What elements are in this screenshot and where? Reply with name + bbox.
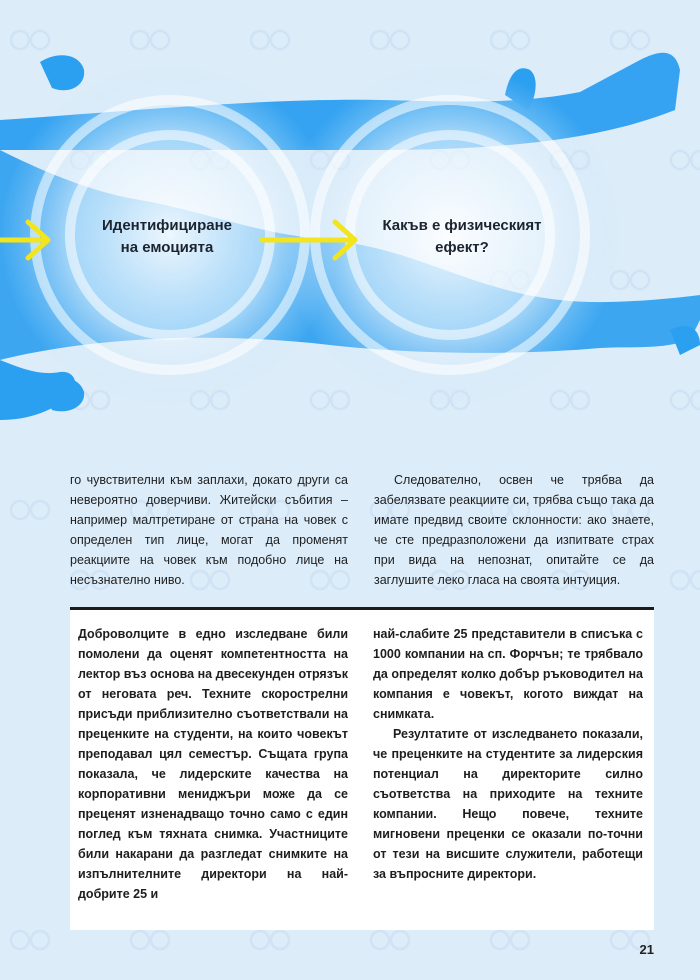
box-left-column: Доброволците в едно изследване били помолени да оценят компетентността на лектор въз основа на двесекунден отрязък от неговата реч. Техните скорострелни присъди приблизително съответствали на преценките на студенти, на които човекът преподавал цял семестър. Същата група показала, че лидерските качества на корпоративни мениджъри може да се преценят изненадващо точно само с един поглед към тяхната снимка. Участниците били накарани да разгледат снимките на изпълнителните директори на най-добрите 25 и — [78, 627, 348, 901]
stage-identify-emotion: Идентифициране на емоцията — [102, 217, 232, 256]
page-number: 21 — [639, 942, 654, 957]
intro-left-column: го чувствителни към заплахи, докато други са невероятно доверчиви. Житейски събития – например малтретиране от страна на човек с определен тип лице, могат да променят реакциите на човек към подобно лице на несъзнателно ниво. — [70, 473, 348, 587]
research-box — [70, 610, 654, 930]
stage-physical-effect: Какъв е физическият ефект? — [382, 217, 542, 256]
intro-right-column: Следователно, освен че трябва да забелязвате реакциите си, трябва също така да имате предвид своите склонности: ако знаете, че сте предразположени да изпитвате страх при вида на непознат, опитайте се да заглушите леко гласа на своята интуиция. — [374, 473, 654, 587]
box-right-column: най-слабите 25 представители в списъка с 1000 компании на сп. Форчън; те трябвало да определят колко добър ръководител на компания е човекът, когото виждат на снимката. Резултатите от изследването показали, че преценките на студентите за лидерския потенциал на директорите силно съответства на приходите на техните компании. Нещо повече, техните мигновени преценки се оказали по-точни от тези на висшите служители, работещи за въпросните директори. — [373, 627, 643, 881]
